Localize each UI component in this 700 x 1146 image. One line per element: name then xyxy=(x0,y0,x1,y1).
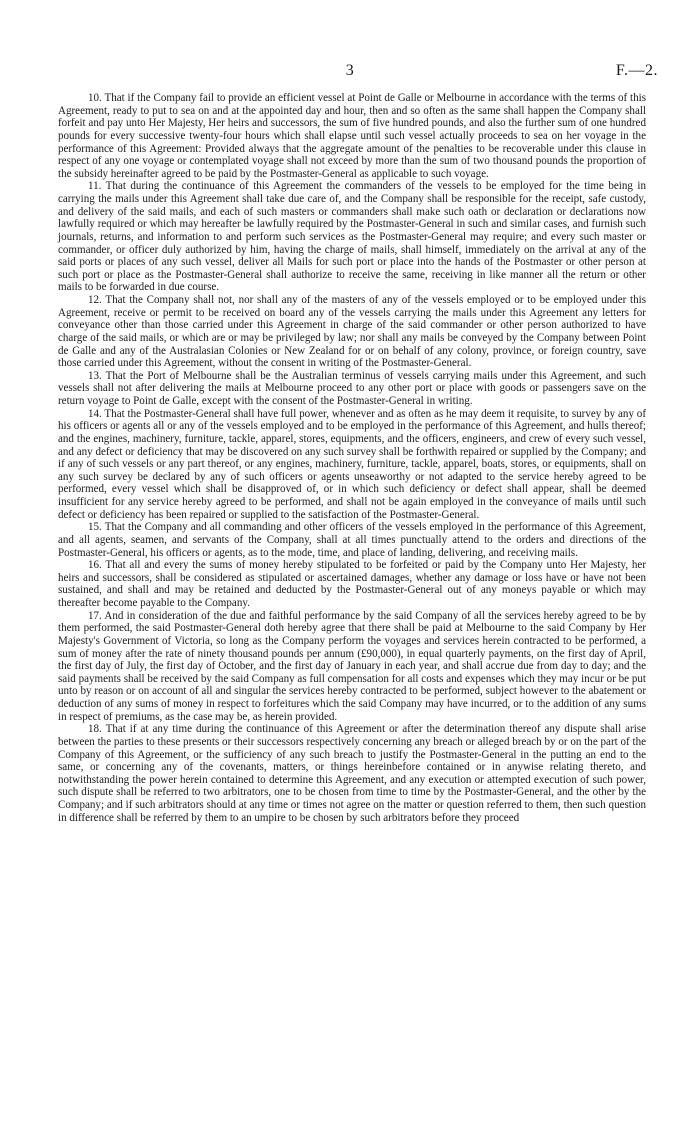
clause-11: 11. That during the continuance of this Agreement the commanders of the vessels to be employed for the time being in carrying the mails under this Agreement shall take due care of, and the Company shall be responsible for the receipt, safe custody, and delivery of the said mails, and each of such masters or commanders shall make such oath or declaration or declarations now lawfully required or which may hereafter be lawfully required by the Postmaster-General in such and similar cases, and furnish such journals, returns, and information to and perform such services as the Postmaster-General may require; and every such master or commander, or officer duly authorized by him, having the charge of mails, shall himself, immediately on the arrival at any of the said ports or places of any such vessel, deliver all Mails for such port or place into the hands of the Postmaster or other person at such port or place as the Postmaster-General shall authorize to receive the same, receiving in like manner all the return or other mails to be forwarded in due course. xyxy=(58,180,646,294)
clause-13: 13. That the Port of Melbourne shall be the Australian terminus of vessels carrying mails under this Agreement, and such vessels shall not after delivering the mails at Melbourne proceed to any other port or place with goods or passengers save on the return voyage to Point de Galle, except with the consent of the Postmaster-General in writing. xyxy=(58,369,646,407)
clause-17: 17. And in consideration of the due and faithful performance by the said Company of all the services hereby agreed to be by them performed, the said Postmaster-General doth hereby agree that there shall be paid at Melbourne to the said Company by Her Majesty's Government of Victoria, so long as the Company perform the voyages and services herein contracted to be performed, a sum of money after the rate of ninety thousand pounds per annum (£90,000), in equal quarterly payments, on the first day of April, the first day of July, the first day of October, and the first day of January in each year, and shall accrue due from day to day; and the said payments shall be received by the said Company as full compensation for all costs and expenses which they may incur or be put unto by reason or on account of all and singular the services hereby contracted to be performed, subject however to the abatement or deduction of any sums of money in respect to forfeitures which the said Company may have incurred, or to the addition of any sums in respect of premiums, as the case may be, as herein provided. xyxy=(58,609,646,723)
clause-10: 10. That if the Company fail to provide an efficient vessel at Point de Galle or Melbourne in accordance with the terms of this Agreement, ready to put to sea on and at the appointed day and hour, then and so often as the same shall happen the Company shall forfeit and pay unto Her Majesty, Her heirs and successors, the sum of five hundred pounds, and also the further sum of one hundred pounds for every successive twenty-four hours which shall elapse until such vessel actually proceeds to sea on her voyage in the performance of this Agreement: Provided always that the aggregate amount of the penalties to be recoverable under this clause in respect of any one voyage or contemplated voyage shall not exceed by more than the sum of two thousand pounds the proportion of the subsidy hereinafter agreed to be paid by the Postmaster-General as applicable to such voyage. xyxy=(58,92,646,180)
document-reference: F.—2. xyxy=(615,62,658,79)
clause-18: 18. That if at any time during the continuance of this Agreement or after the determination thereof any dispute shall arise between the parties to these presents or their successors respectively concerning any breach or alleged breach by or on the part of the Company of this Agreement, or the sufficiency of any such breach to justify the Postmaster-General in the putting an end to the same, or concerning any of the covenants, matters, or things hereinbefore contained or in anywise relating thereto, and notwithstanding the power herein contained to determine this Agreement, and any execution or attempted execution of such power, such dispute shall be referred to two arbitrators, one to be chosen from time to time by the Postmaster-General, and the other by the Company; and if such arbitrators should at any time or times not agree on the matter or question referred to them, then such question in difference shall be referred by them to an umpire to be chosen by such arbitrators before they proceed xyxy=(58,723,646,824)
clause-16: 16. That all and every the sums of money hereby stipulated to be forfeited or paid by the Company unto Her Majesty, her heirs and successors, shall be considered as stipulated or ascertained damages, whether any damage or loss have or have not been sustained, and shall and may be retained and deducted by the Postmaster-General out of any moneys payable or which may thereafter become payable to the Company. xyxy=(58,559,646,609)
page-number: 3 xyxy=(345,62,355,79)
agreement-body xyxy=(58,92,646,824)
clause-14: 14. That the Postmaster-General shall have full power, whenever and as often as he may deem it requisite, to survey by any of his officers or agents all or any of the vessels employed and to be employed in the performance of this Agreement, and hulls thereof; and the engines, machinery, furniture, tackle, apparel, stores, equipments, and the officers, engineers, and crew of every such vessel, and any defect or deficiency that may be discovered on any such survey shall be forthwith repaired or supplied by the Company; and if any of such vessels or any part thereof, or any engines, machinery, furniture, tackle, apparel, boats, stores, or equipments, shall on any such survey be declared by any of such officers or agents unseaworthy or not adapted to the service hereby agreed to be performed, every vessel which shall be disapproved of, or in which such deficiency or defect shall appear, shall be deemed insufficient for any service hereby agreed to be performed, and shall not be again employed in the conveyance of mails until such defect or deficiency has been repaired or supplied to the satisfaction of the Postmaster-General. xyxy=(58,407,646,521)
clause-15: 15. That the Company and all commanding and other officers of the vessels employed in the performance of this Agreement, and all agents, seamen, and servants of the Company, shall at all times punctually attend to the orders and directions of the Postmaster-General, his officers or agents, as to the mode, time, and place of landing, delivering, and receiving mails. xyxy=(58,521,646,559)
clause-12: 12. That the Company shall not, nor shall any of the masters of any of the vessels employed or to be employed under this Agreement, receive or permit to be received on board any of the vessels carrying the mails under this Agreement any letters for conveyance other than those carried under this Agreement in charge of the said commander or other person authorized to have charge of the said mails, or which are or may be privileged by law; nor shall any mails be conveyed by the Company between Point de Galle and any of the Australasian Colonies or New Zealand for or on behalf of any colony, province, or foreign country, save those carried under this Agreement, without the consent in writing of the Postmaster-General. xyxy=(58,294,646,370)
